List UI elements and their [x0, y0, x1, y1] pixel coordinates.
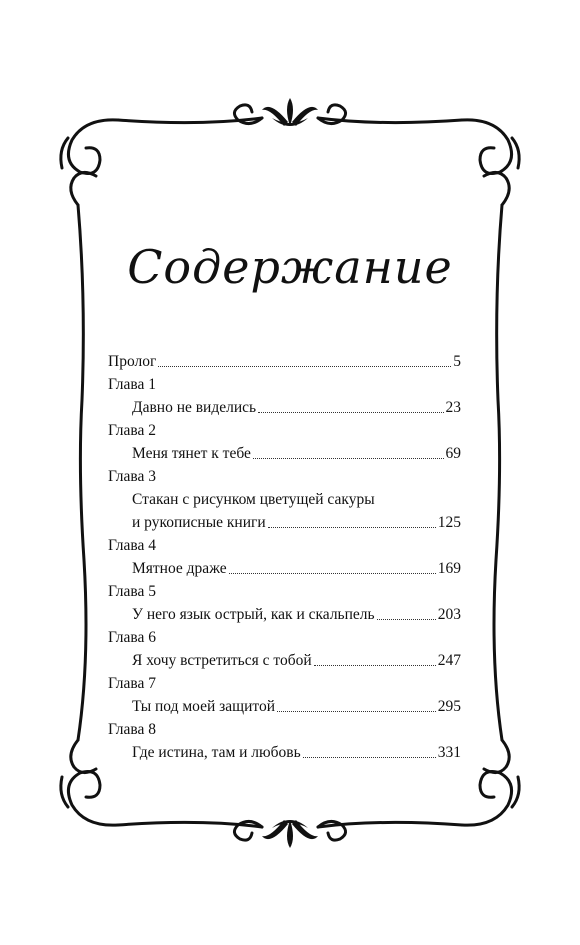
- dot-leader: [377, 618, 436, 620]
- dot-leader: [277, 710, 436, 712]
- toc-page-number: 69: [445, 445, 461, 462]
- toc-entry: [108, 396, 461, 419]
- toc-chapter-heading: Глава 3: [108, 468, 157, 485]
- table-of-contents: [108, 350, 461, 764]
- toc-page-number: 169: [437, 560, 461, 577]
- dot-leader: [303, 756, 436, 758]
- toc-page-number: 5: [453, 353, 461, 370]
- toc-entry-title: Где истина, там и любовь: [132, 744, 301, 761]
- toc-entry-title: Пролог: [108, 353, 157, 370]
- toc-chapter-heading: Глава 8: [108, 721, 157, 738]
- dot-leader: [253, 457, 444, 459]
- toc-entry-title: Меня тянет к тебе: [132, 445, 251, 462]
- toc-entry-title: У него язык острый, как и скальпель: [132, 606, 375, 623]
- toc-entry: [108, 442, 461, 465]
- toc-entry: [108, 649, 461, 672]
- toc-chapter-heading: Глава 5: [108, 583, 157, 600]
- toc-page-number: 247: [437, 652, 461, 669]
- toc-chapter-heading: Глава 1: [108, 376, 157, 393]
- toc-chapter-heading: Глава 4: [108, 537, 157, 554]
- toc-entry-title: Ты под моей защитой: [132, 698, 275, 715]
- corner-flourish-tl: [68, 120, 118, 174]
- top-fleur-ornament: [262, 98, 318, 126]
- page-title: Содержание: [127, 240, 453, 294]
- dot-leader: [268, 526, 436, 528]
- toc-entry: [108, 350, 461, 373]
- toc-entry-title: Я хочу встретиться с тобой: [132, 652, 312, 669]
- dot-leader: [314, 664, 436, 666]
- toc-page-number: 203: [437, 606, 461, 623]
- toc-page-number: 125: [437, 514, 461, 531]
- dot-leader: [229, 572, 436, 574]
- corner-flourish-br: [462, 772, 512, 826]
- toc-page-number: 295: [437, 698, 461, 715]
- toc-entry-title-line: [108, 488, 461, 511]
- toc-entry: [108, 603, 461, 626]
- corner-flourish-tr: [462, 120, 512, 174]
- toc-chapter-heading: Глава 7: [108, 675, 157, 692]
- toc-entry: [108, 511, 461, 534]
- toc-page-number: 331: [437, 744, 461, 761]
- toc-entry: [108, 695, 461, 718]
- toc-entry-title: Стакан с рисунком цветущей сакуры: [132, 491, 375, 508]
- toc-entry-title: Давно не виделись: [132, 399, 257, 416]
- bottom-fleur-ornament: [262, 820, 318, 848]
- corner-flourish-bl: [68, 772, 118, 826]
- toc-page-number: 23: [445, 399, 461, 416]
- toc-chapter-heading: Глава 6: [108, 629, 157, 646]
- toc-entry-title: Мятное драже: [132, 560, 227, 577]
- dot-leader: [258, 411, 443, 413]
- toc-chapter-heading: Глава 2: [108, 422, 157, 439]
- toc-entry: [108, 741, 461, 764]
- toc-entry: [108, 557, 461, 580]
- toc-entry-title: и рукописные книги: [132, 514, 266, 531]
- dot-leader: [158, 365, 451, 367]
